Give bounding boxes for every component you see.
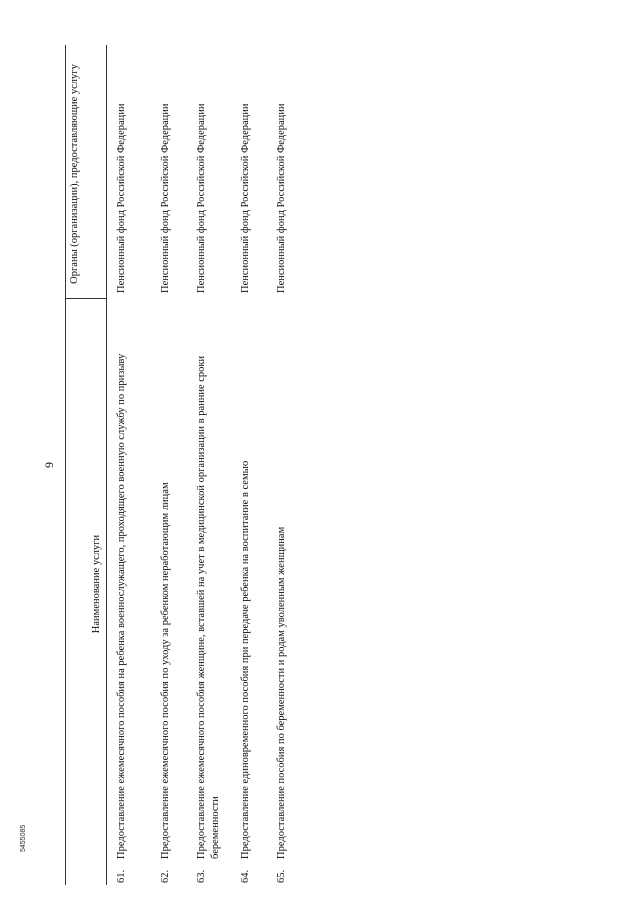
row-service-name: Предоставление ежемесячного пособия на ребенка военнослужащего, проходящего военную службу по призыву	[116, 353, 127, 859]
document-code: 5455085	[20, 824, 27, 852]
table-row	[151, 45, 187, 885]
row-number: 64.	[240, 869, 251, 883]
row-organization: Пенсионный фонд Российской Федерации	[240, 103, 251, 293]
header-organization: Органы (организации), предоставляющие услугу	[66, 50, 106, 299]
row-number: 61.	[116, 869, 127, 883]
table-row	[107, 45, 151, 885]
row-number: 62.	[160, 869, 171, 883]
table-header	[65, 45, 107, 885]
table-row	[267, 45, 303, 885]
row-organization: Пенсионный фонд Российской Федерации	[160, 103, 171, 293]
services-table	[65, 45, 303, 885]
page-number: 9	[42, 462, 56, 468]
table-row	[187, 45, 231, 885]
row-service-name: Предоставление пособия по беременности и родам уволенным женщинам	[276, 526, 287, 859]
table-row	[231, 45, 267, 885]
row-service-name: Предоставление ежемесячного пособия женщине, вставшей на учет в медицинской организации в ранние сроки беременности	[196, 355, 221, 859]
row-organization: Пенсионный фонд Российской Федерации	[196, 103, 207, 293]
row-number: 63.	[196, 869, 207, 883]
row-service-name: Предоставление единовременного пособия при передаче ребенка на воспитание в семью	[240, 460, 251, 859]
header-service-name: Наименование услуги	[90, 534, 102, 634]
header-number	[66, 859, 106, 885]
row-number: 65.	[276, 869, 287, 883]
row-organization: Пенсионный фонд Российской Федерации	[276, 103, 287, 293]
row-service-name: Предоставление ежемесячного пособия по уходу за ребенком неработающим лицам	[160, 482, 171, 859]
row-organization: Пенсионный фонд Российской Федерации	[116, 103, 127, 293]
document-page	[42, 45, 335, 885]
